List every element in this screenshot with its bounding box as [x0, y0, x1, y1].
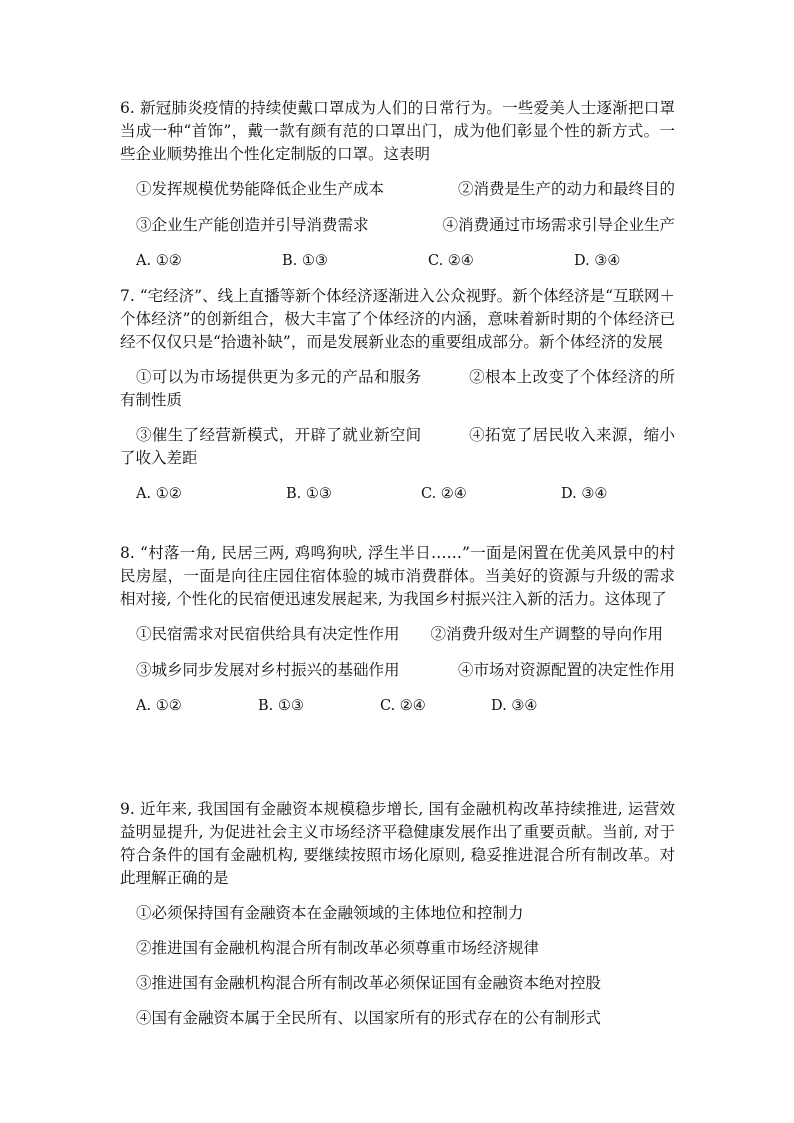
choice-a: A. ①② [136, 698, 182, 714]
option-4: ④消费通过市场需求引导企业生产 [442, 216, 675, 234]
choice-d: D. ③④ [574, 253, 621, 269]
choice-a: A. ①② [136, 486, 182, 502]
question-stem: 6. 新冠肺炎疫情的持续使戴口罩成为人们的日常行为。一些爱美人士逐渐把口罩当成一种“首饰”，戴一款有颜有范的口罩出门，成为他们彰显个性的新方式。一些企业顺势推出个性化定制版的口罩。这表明 [120, 99, 675, 163]
option-3: ③企业生产能创造并引导消费需求 [136, 216, 369, 234]
question-stem: 8. “村落一角, 民居三两, 鸡鸣狗吠, 浮生半日……”一面是闲置在优美风景中的村民房屋，一面是向往庄园住宿体验的城市消费群体。当美好的资源与升级的需求相对接, 个性化的民宿便迅速发展起来, 为我国乡村振兴注入新的活力。这体现了 [120, 544, 675, 608]
choice-b: B. ①③ [258, 698, 304, 714]
option-3: ③城乡同步发展对乡村振兴的基础作用 [136, 661, 400, 679]
option-2: ②推进国有金融机构混合所有制改革必须尊重市场经济规律 [136, 939, 540, 957]
option-1: ①发挥规模优势能降低企业生产成本 [136, 180, 385, 198]
option-4: ④国有金融资本属于全民所有、以国家所有的形式存在的公有制形式 [136, 1009, 602, 1027]
option-1-2: ①可以为市场提供更为多元的产品和服务 ②根本上改变了个体经济的所有制性质 [120, 368, 675, 409]
question-stem: 9. 近年来, 我国国有金融资本规模稳步增长, 国有金融机构改革持续推进, 运营效益明显提升, 为促进社会主义市场经济平稳健康发展作出了重要贡献。当前, 对于符合条件的国有金融机构, 要继续按照市场化原则, 稳妥推进混合所有制改革。对此理解正确的是 [120, 800, 675, 887]
choice-c: C. ②④ [421, 486, 467, 502]
option-1-2: ①民宿需求对民宿供给具有决定性作用 ②消费升级对生产调整的导向作用 [136, 625, 664, 643]
choice-c: C. ②④ [380, 698, 426, 714]
answer-choices [120, 483, 675, 506]
option-2: ②消费是生产的动力和最终目的 [457, 180, 675, 198]
question-6 [120, 97, 675, 273]
answer-choices [120, 250, 675, 273]
option-3: ③推进国有金融机构混合所有制改革必须保证国有金融资本绝对控股 [136, 974, 602, 992]
answer-choices [120, 695, 675, 718]
choice-b: B. ①③ [282, 253, 328, 269]
question-stem: 7. “宅经济”、线上直播等新个体经济逐渐进入公众视野。新个体经济是“互联网＋个体经济”的创新组合，极大丰富了个体经济的内涵，意味着新时期的个体经济已经不仅仅只是“拾遗补缺”，而是发展新业态的重要组成部分。新个体经济的发展 [120, 287, 675, 351]
choice-d: D. ③④ [491, 698, 538, 714]
option-3-4: ③催生了经营新模式，开辟了就业新空间 ④拓宽了居民收入来源，缩小了收入差距 [120, 426, 675, 467]
question-8 [120, 542, 675, 718]
choice-b: B. ①③ [286, 486, 332, 502]
choice-a: A. ①② [136, 253, 182, 269]
choice-c: C. ②④ [428, 253, 474, 269]
question-9 [120, 798, 675, 1030]
option-4: ④市场对资源配置的决定性作用 [457, 661, 675, 679]
option-1: ①必须保持国有金融资本在金融领域的主体地位和控制力 [136, 904, 524, 922]
choice-d: D. ③④ [561, 486, 608, 502]
question-7 [120, 285, 675, 506]
